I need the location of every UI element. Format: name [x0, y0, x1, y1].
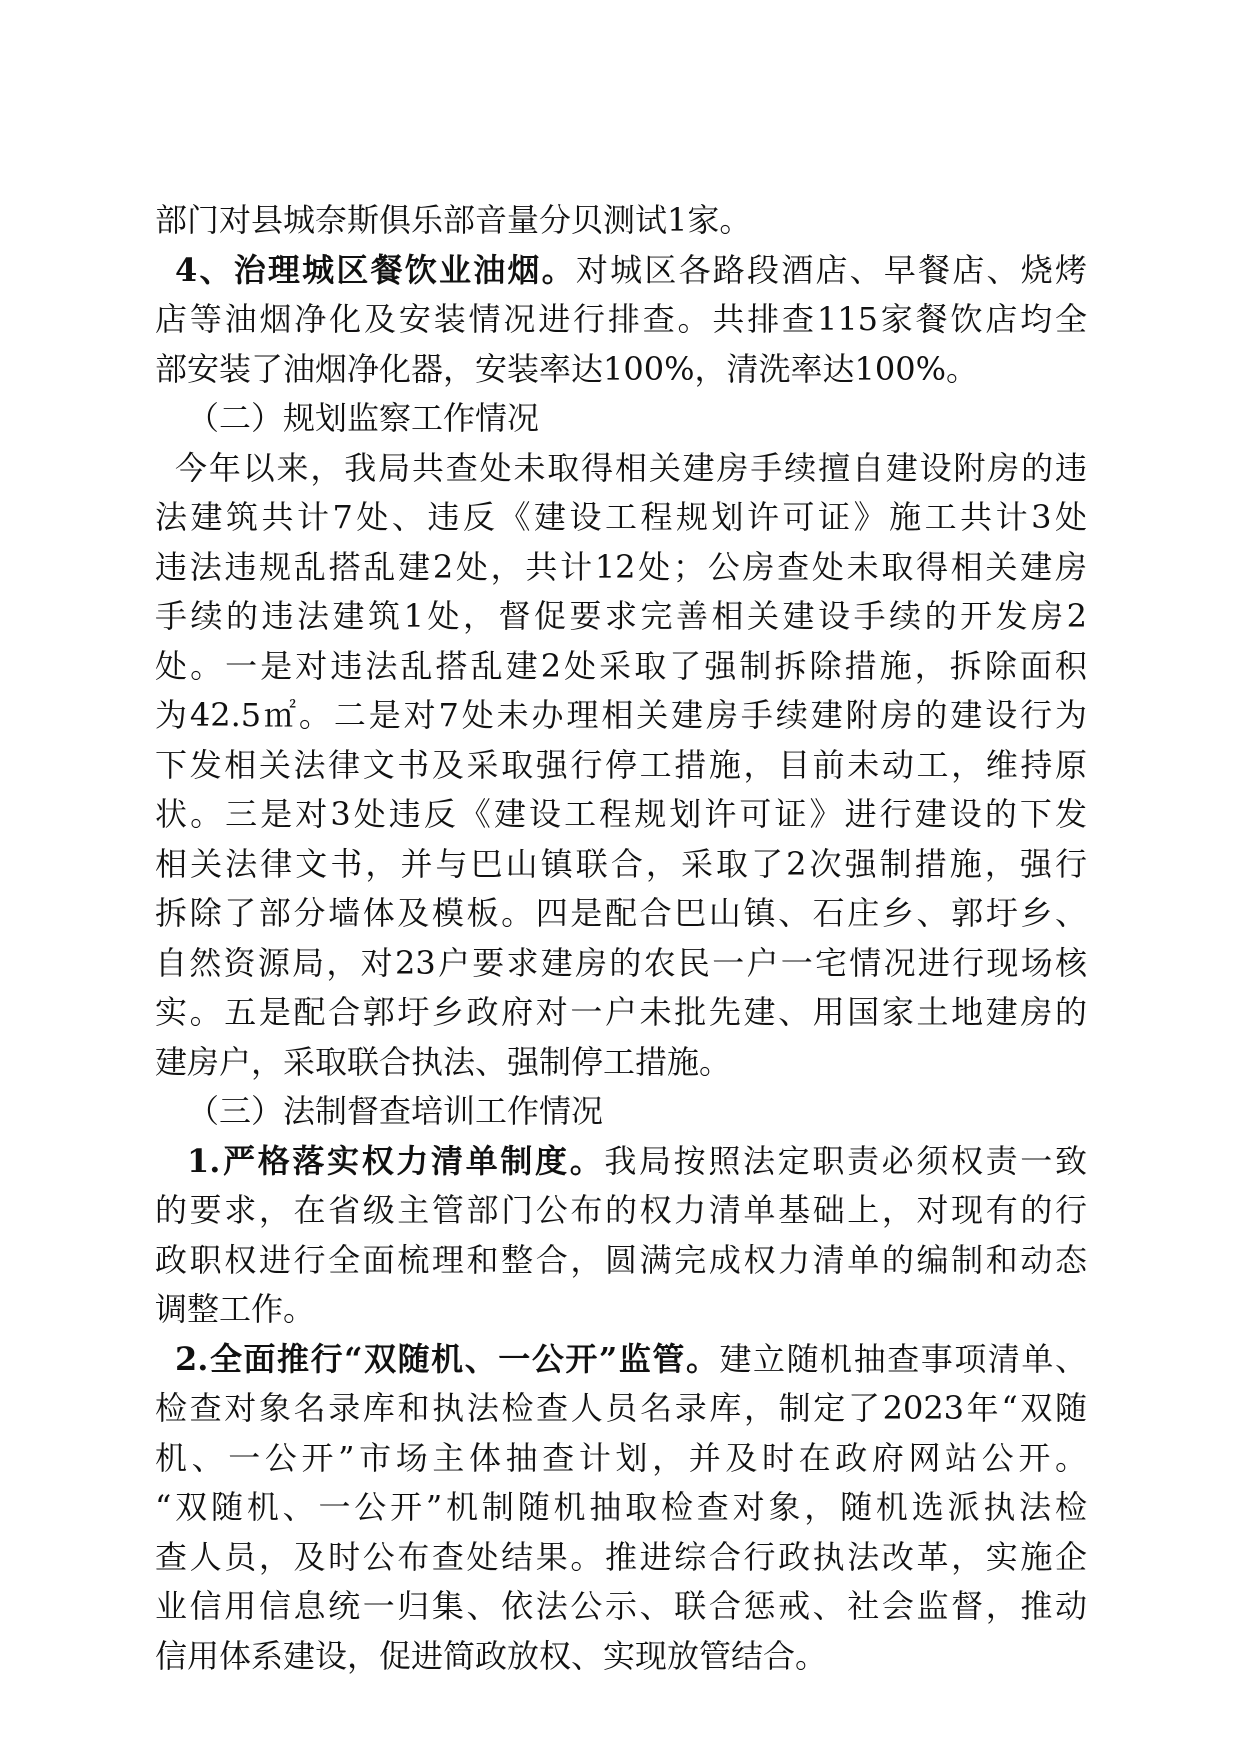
text-line: 今年以来，我局共查处未取得相关建房手续擅自建设附房的违 [175, 448, 1087, 487]
text-line: 违法违规乱搭乱建2处，共计12处；公房查处未取得相关建房 [155, 547, 1087, 586]
text-line: 下发相关法律文书及采取强行停工措施，目前未动工，维持原 [155, 745, 1087, 784]
text-line: 处。一是对违法乱搭乱建2处采取了强制拆除措施，拆除面积 [155, 646, 1087, 685]
text-line: 部门对县城奈斯俱乐部音量分贝测试1家。 [155, 201, 752, 239]
text-line: 建房户，采取联合执法、强制停工措施。 [155, 1042, 732, 1081]
text-line: 的要求，在省级主管部门公布的权力清单基础上，对现有的行 [155, 1191, 1087, 1229]
text-line: 自然资源局，对23户要求建房的农民一户一宅情况进行现场核 [155, 943, 1087, 982]
text-line: 拆除了部分墙体及模板。四是配合巴山镇、石庄乡、郭圩乡、 [155, 894, 1087, 932]
text-line: 信用体系建设，促进简政放权、实现放管结合。 [155, 1636, 828, 1675]
item-text: 建立随机抽查事项清单、 [719, 1339, 1087, 1378]
text-line: 部安装了油烟净化器，安装率达100%，清洗率达100%。 [155, 349, 978, 388]
text-line: 相关法律文书，并与巴山镇联合，采取了2次强制措施，强行 [155, 844, 1087, 883]
text-line: 法建筑共计7处、违反《建设工程规划许可证》施工共计3处 [155, 498, 1087, 536]
text-line: 手续的违法建筑1处，督促要求完善相关建设手续的开发房2 [155, 597, 1087, 635]
text-line: 为42.5㎡。二是对7处未办理相关建房手续建附房的建设行为 [155, 696, 1087, 734]
section-heading-2: （二）规划监察工作情况 [187, 399, 540, 437]
text-line: 政职权进行全面梳理和整合，圆满完成权力清单的编制和动态 [155, 1240, 1087, 1279]
text-line [155, 246, 1087, 296]
text-line: 实。五是配合郭圩乡政府对一户未批先建、用国家土地建房的 [155, 993, 1087, 1031]
text-line: 机、一公开”市场主体抽查计划，并及时在政府网站公开。 [155, 1438, 1087, 1477]
text-line [155, 1335, 1087, 1385]
text-line: “双随机、一公开”机制随机抽取检查对象，随机选派执法检 [155, 1488, 1087, 1526]
item-heading-2: 2.全面推行“双随机、一公开”监管。 [175, 1339, 720, 1378]
document-body [155, 196, 1087, 1681]
item-heading-1: 1.严格落实权力清单制度。 [187, 1141, 605, 1180]
text-line: 检查对象名录库和执法检查人员名录库，制定了2023年“双随 [155, 1389, 1087, 1427]
text-line: 查人员，及时公布查处结果。推进综合行政执法改革，实施企 [155, 1537, 1087, 1576]
section-heading-3: （三）法制督查培训工作情况 [187, 1092, 604, 1130]
text-line: 状。三是对3处违反《建设工程规划许可证》进行建设的下发 [155, 795, 1087, 833]
text-line: 业信用信息统一归集、依法公示、联合惩戒、社会监督，推动 [155, 1587, 1087, 1625]
text-line: 调整工作。 [155, 1290, 316, 1328]
text-line [155, 1137, 1087, 1187]
item-heading-4: 4、治理城区餐饮业油烟。 [175, 250, 576, 289]
text-line: 店等油烟净化及安装情况进行排查。共排查115家餐饮店均全 [155, 300, 1087, 338]
item-text: 对城区各路段酒店、早餐店、烧烤 [575, 250, 1087, 289]
item-text: 我局按照法定职责必须权责一致 [604, 1141, 1087, 1180]
